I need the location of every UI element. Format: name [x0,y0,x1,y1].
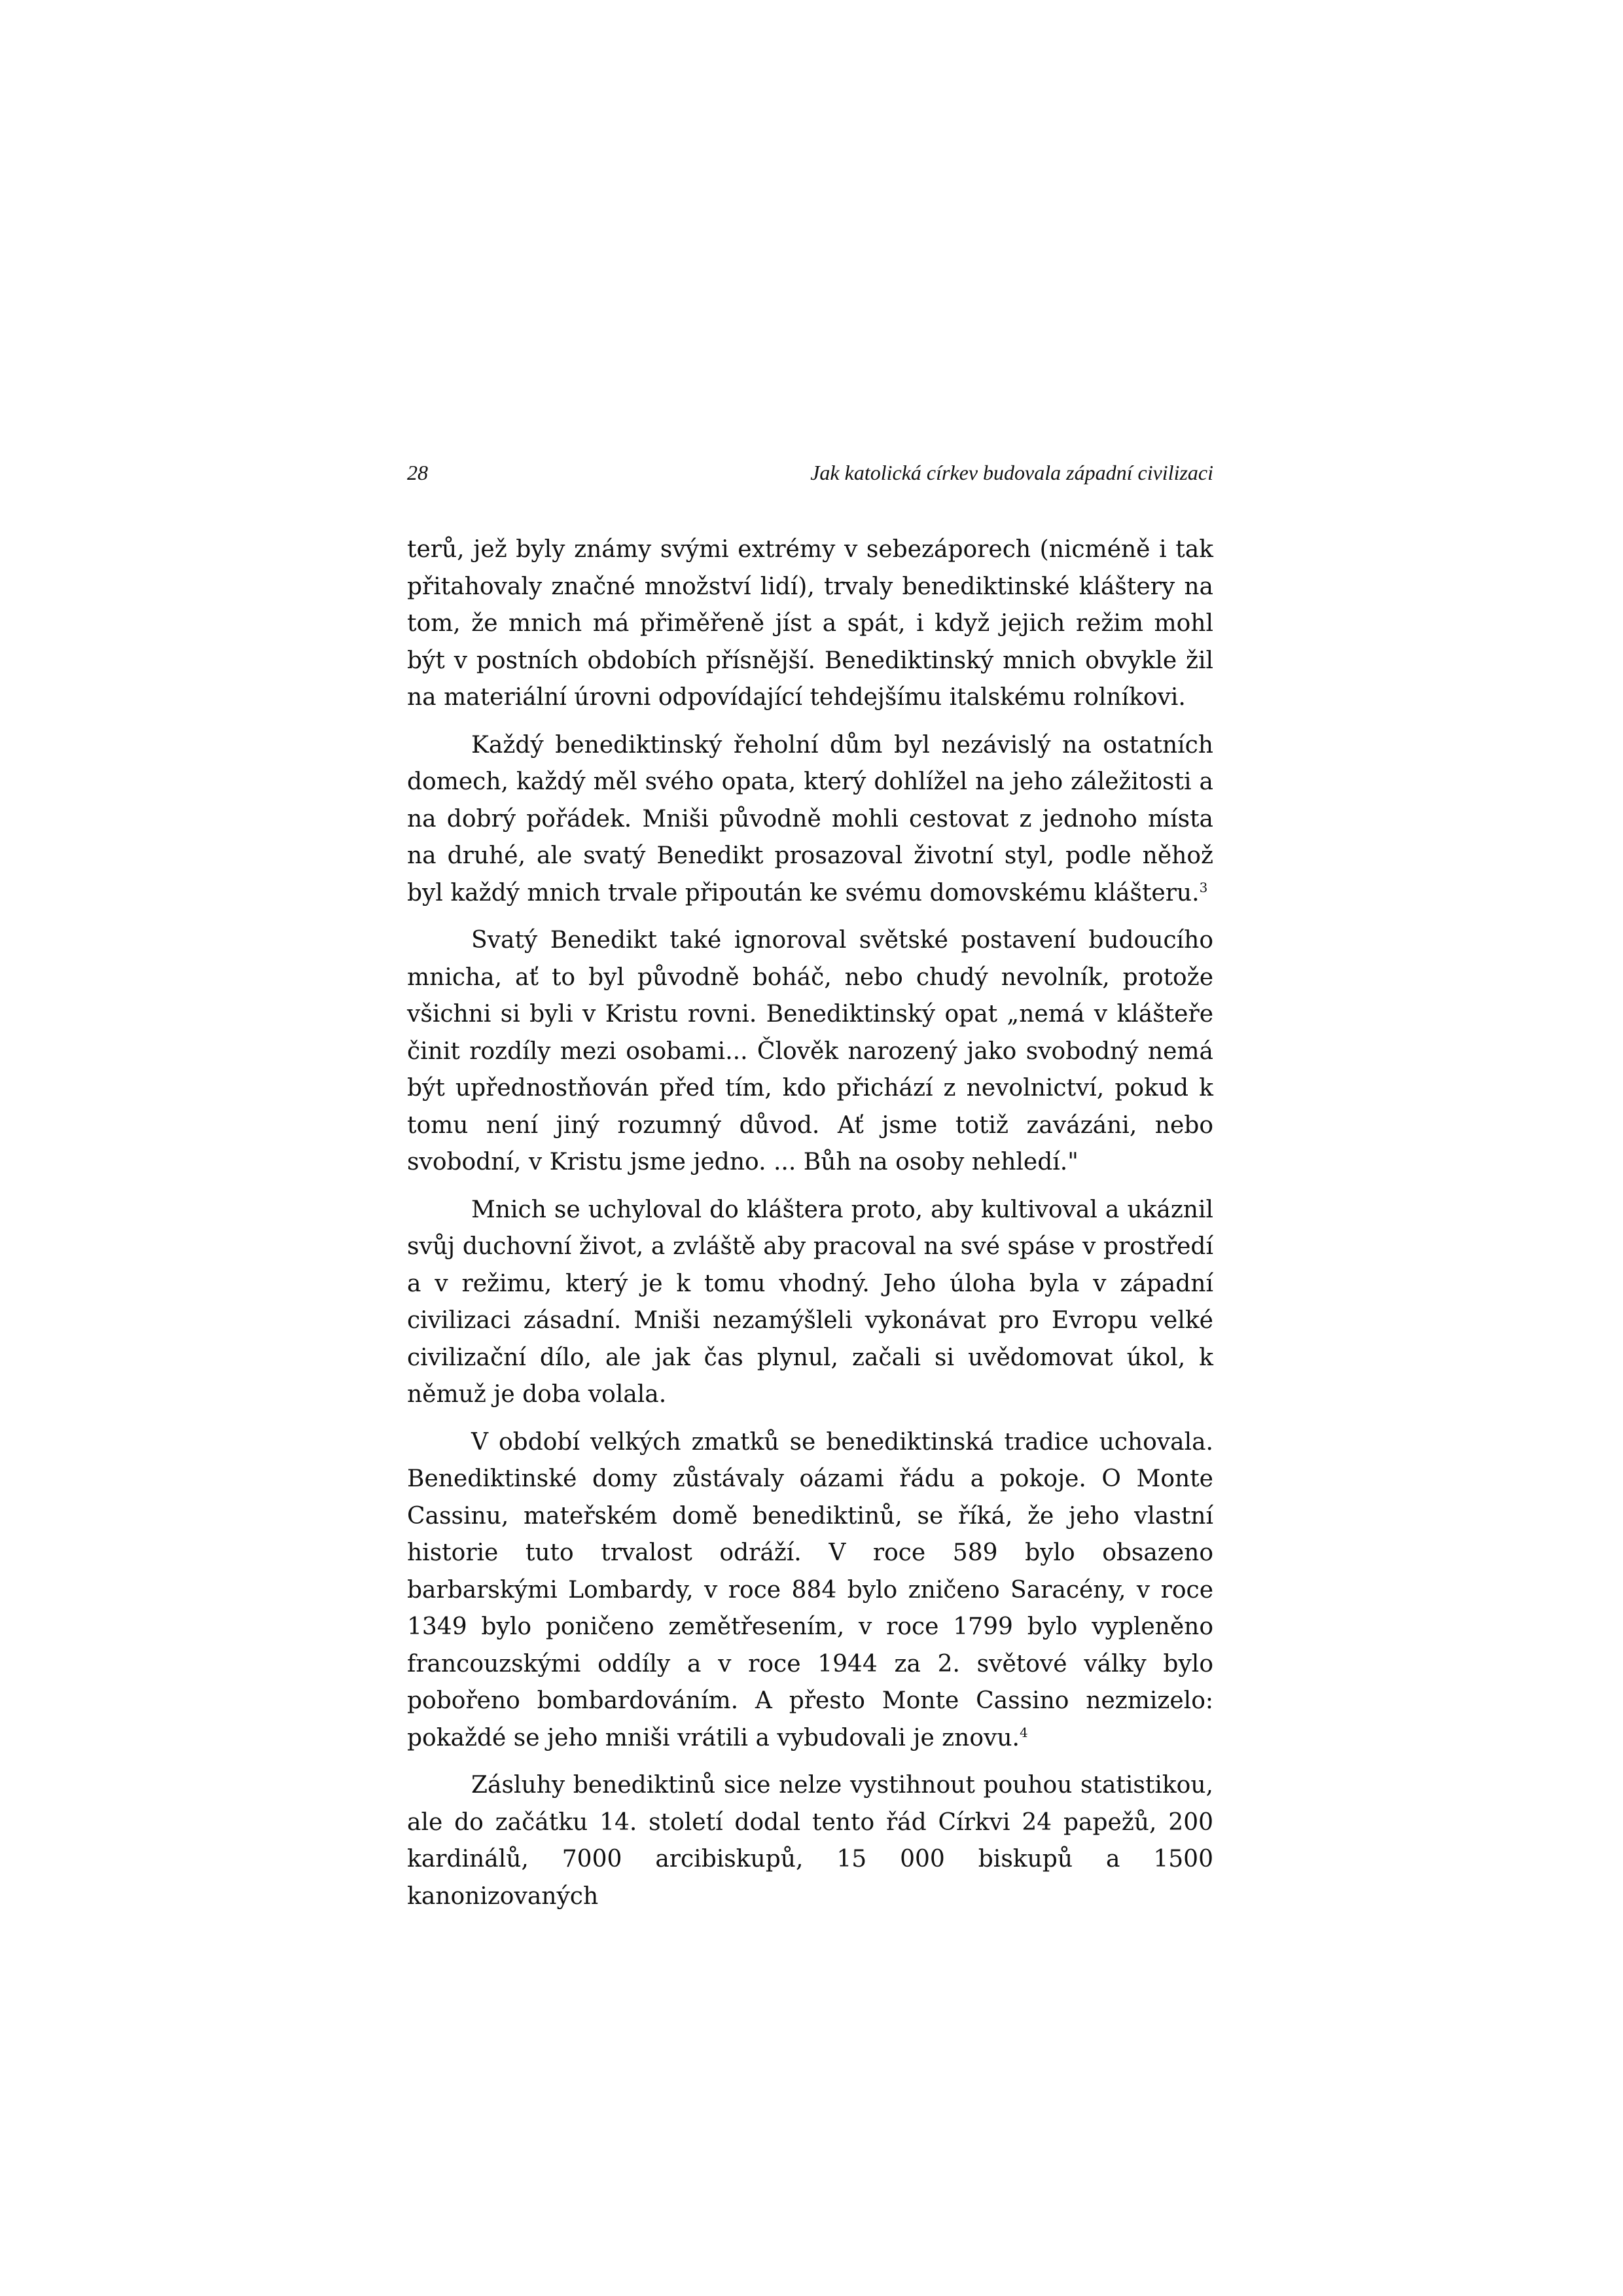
paragraph-text: Svatý Benedikt také ignoroval světské postavení budoucího mnicha, ať to byl původně boháč, nebo chudý nevolník, protože všichni si byli v Kristu rovni. Benediktinský opat „nemá v klášteře činit rozdíly mezi osobami... Člověk narozený jako svobodný nemá být upřednostňován před tím, kdo přichází z nevolnictví, pokud k tomu není jiný rozumný důvod. Ať jsme totiž zavázáni, nebo svobodní, v Kristu jsme jedno. ... Bůh na osoby nehledí." [407,927,1213,1175]
footnote-reference: 3 [1199,879,1208,895]
paragraph [407,1424,1213,1757]
page-header [407,461,1213,493]
body-text [407,531,1213,1915]
paragraph-text: Mnich se uchyloval do kláštera proto, aby kultivoval a ukáznil svůj duchovní život, a zvláště aby pracoval na své spáse v prostředí a v režimu, který je k tomu vhodný. Jeho úloha byla v západní civilizaci zásadní. Mniši nezamýšleli vykonávat pro Evropu velké civilizační dílo, ale jak čas plynul, začali si uvědomovat úkol, k němuž je doba volala. [407,1196,1213,1408]
paragraph-text: Každý benediktinský řeholní dům byl nezávislý na ostatních domech, každý měl svého opata, který dohlížel na jeho záležitosti a na dobrý pořádek. Mniši původně mohli cestovat z jednoho místa na druhé, ale svatý Benedikt prosazoval životní styl, podle něhož byl každý mnich trvale připoután ke svému domovskému klášteru. [407,731,1213,906]
paragraph [407,1767,1213,1915]
paragraph-text: terů, jež byly známy svými extrémy v sebezáporech (nicméně i tak přitahovaly značné množství lidí), trvaly benediktinské kláštery na tom, že mnich má přiměřeně jíst a spát, i když jejich režim mohl být v postních obdobích přísnější. Benediktinský mnich obvykle žil na materiální úrovni odpovídající tehdejšímu italskému rolníkovi. [407,536,1213,711]
paragraph [407,531,1213,717]
footnote-reference: 4 [1019,1724,1028,1740]
page-number: 28 [407,461,428,484]
running-title: Jak katolická církev budovala západní civilizaci [810,461,1213,484]
paragraph [407,727,1213,912]
paragraph-text: Zásluhy benediktinů sice nelze vystihnout pouhou statistikou, ale do začátku 14. století dodal tento řád Církvi 24 papežů, 200 kardinálů, 7000 arcibiskupů, 15 000 biskupů a 1500 kanonizovaných [407,1772,1213,1910]
paragraph [407,922,1213,1181]
paragraph [407,1192,1213,1414]
paragraph-text: V období velkých zmatků se benediktinská tradice uchovala. Benediktinské domy zůstávaly oázami řádu a pokoje. O Monte Cassinu, mateřském domě benediktinů, se říká, že jeho vlastní historie tuto trvalost odráží. V roce 589 bylo obsazeno barbarskými Lombardy, v roce 884 bylo zničeno Saracény, v roce 1349 bylo poničeno zemětřesením, v roce 1799 bylo vypleněno francouzskými oddíly a v roce 1944 za 2. světové války bylo pobořeno bombardováním. A přesto Monte Cassino nezmizelo: pokaždé se jeho mniši vrátili a vybudovali je znovu. [407,1428,1213,1751]
